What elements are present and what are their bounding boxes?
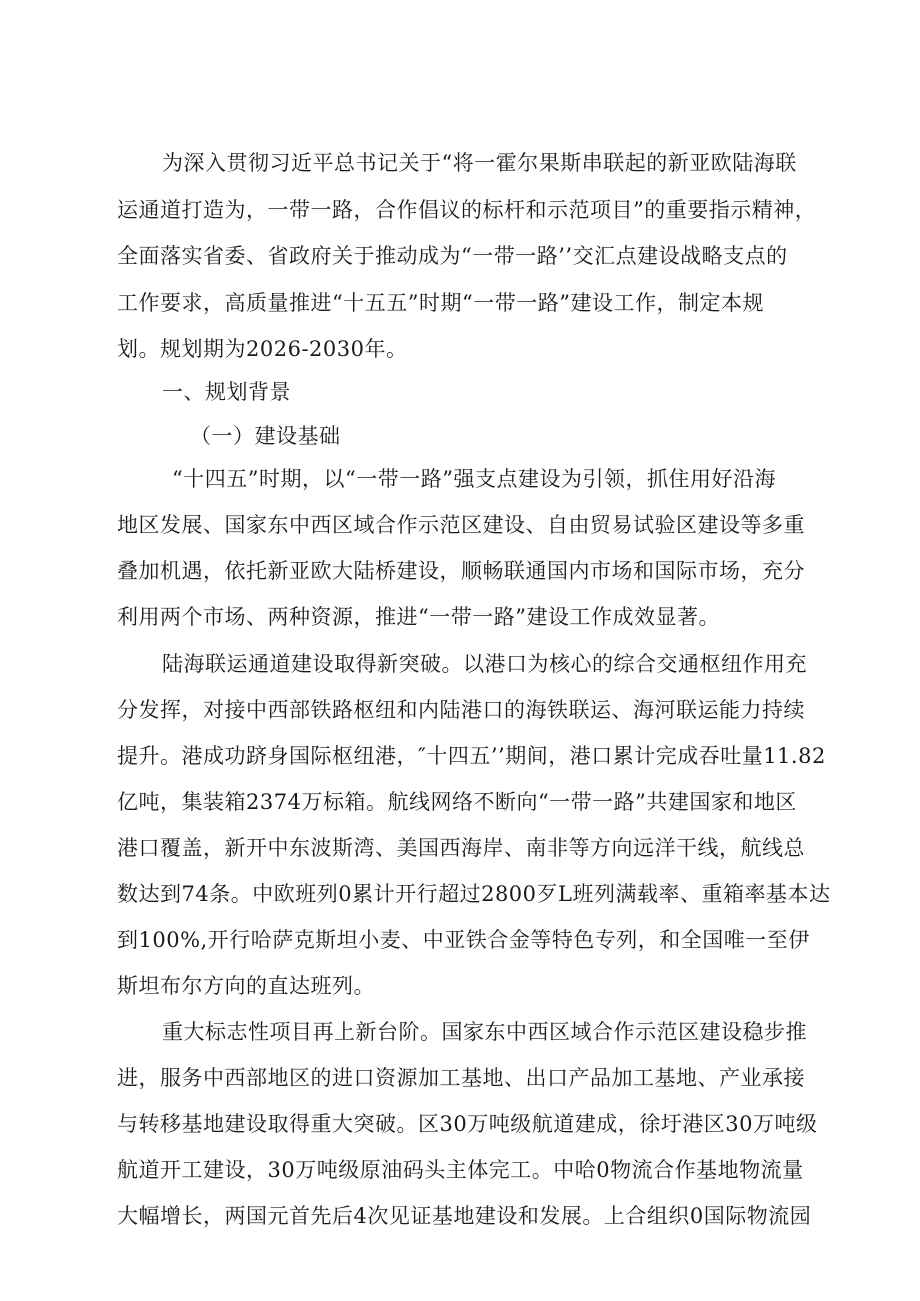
paragraph-line: 利用两个市场、两种资源，推进“一带一路”建设工作成效显著。 [117, 605, 720, 629]
paragraph-line: 亿吨，集装箱2374万标箱。航线网络不断向“一带一路”共建国家和地区 [117, 790, 797, 814]
paragraph-line: 大幅增长，两国元首先后4次见证基地建设和发展。上合组织0国际物流园 [117, 1204, 812, 1228]
subsection-heading: （一）建设基础 [190, 424, 341, 448]
paragraph-line: 陆海联运通道建设取得新突破。以港口为核心的综合交通枢纽作用充 [162, 652, 807, 676]
paragraph-line: “十四五”时期，以“一带一路”强支点建设为引领，抓住用好沿海 [172, 467, 776, 491]
paragraph-line: 数达到74条。中欧班列0累计开行超过2800歹L班列满载率、重箱率基本达 [117, 882, 831, 906]
paragraph-line: 叠加机遇，依托新亚欧大陆桥建设，顺畅联通国内市场和国际市场，充分 [117, 559, 805, 583]
paragraph-line: 斯坦布尔方向的直达班列。 [117, 974, 375, 998]
paragraph-line: 划。规划期为2026-2030年。 [117, 337, 408, 361]
section-heading: 一、规划背景 [162, 380, 291, 404]
paragraph-line: 港口覆盖，新开中东波斯湾、美国西海岸、南非等方向远洋干线，航线总 [117, 836, 805, 860]
paragraph-line: 为深入贯彻习近平总书记关于“将一霍尔果斯串联起的新亚欧陆海联 [162, 151, 797, 175]
paragraph-line: 运通道打造为，一带一路，合作倡议的标杆和示范项目”的重要指示精神， [117, 198, 817, 222]
paragraph-line: 进，服务中西部地区的进口资源加工基地、出口产品加工基地、产业承接 [117, 1066, 805, 1090]
paragraph-line: 提升。港成功跻身国际枢纽港，″十四五’’期间，港口累计完成吞吐量11.82 [117, 744, 826, 768]
paragraph-line: 分发挥，对接中西部铁路枢纽和内陆港口的海铁联运、海河联运能力持续 [117, 698, 805, 722]
paragraph-line: 到100%,开行哈萨克斯坦小麦、中亚铁合金等特色专列，和全国唯一至伊 [117, 928, 810, 952]
paragraph-line: 与转移基地建设取得重大突破。区30万吨级航道建成，徐圩港区30万吨级 [117, 1112, 818, 1136]
paragraph-line: 航道开工建设，30万吨级原油码头主体完工。中哈0物流合作基地物流量 [117, 1158, 804, 1182]
paragraph-line: 全面落实省委、省政府关于推动成为“一带一路’’交汇点建设战略支点的 [117, 244, 788, 268]
paragraph-line: 重大标志性项目再上新台阶。国家东中西区域合作示范区建设稳步推 [162, 1020, 807, 1044]
paragraph-line: 工作要求，高质量推进“十五五”时期“一带一路”建设工作，制定本规 [117, 291, 764, 315]
paragraph-line: 地区发展、国家东中西区域合作示范区建设、自由贸易试验区建设等多重 [117, 513, 805, 537]
